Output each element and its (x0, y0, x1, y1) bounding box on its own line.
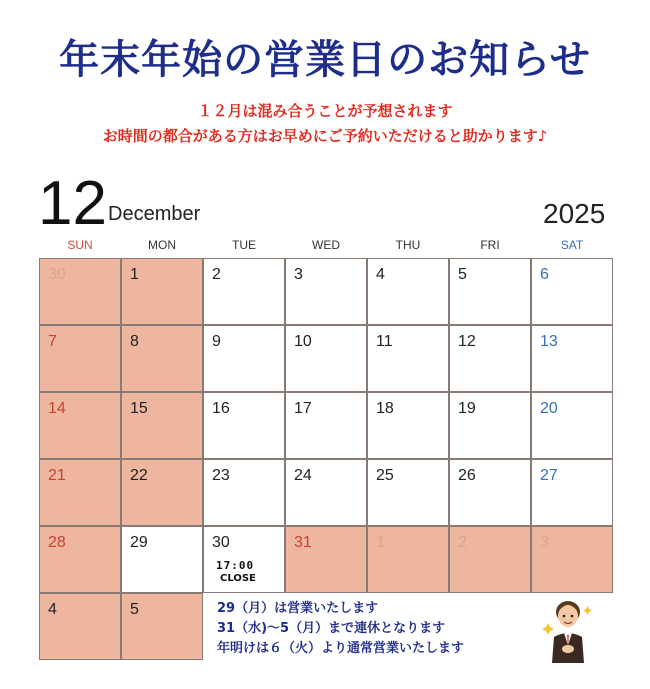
day-number: 6 (540, 266, 549, 283)
day-number: 23 (212, 467, 230, 484)
day-number: 18 (376, 400, 394, 417)
day-cell (367, 459, 449, 526)
weekday-sat: SAT (560, 238, 584, 252)
subtitle-line-1: １２月は混み合うことが予想されます (197, 102, 453, 120)
weekday-mon: MON (148, 238, 176, 252)
day-cell (367, 526, 449, 593)
day-number: 5 (458, 266, 467, 283)
day-number: 25 (376, 467, 394, 484)
day-cell (531, 325, 613, 392)
day-cell (203, 325, 285, 392)
holiday-notes (217, 599, 537, 659)
day-cell (285, 392, 367, 459)
day-number: 20 (540, 400, 558, 417)
day-number: 30 (48, 266, 66, 283)
day-number: 31 (294, 534, 312, 551)
day-number: 17 (294, 400, 312, 417)
day-cell (203, 459, 285, 526)
close-label: CLOSE (220, 573, 256, 584)
day-number: 14 (48, 400, 66, 417)
day-cell (285, 258, 367, 325)
weekday-sun: SUN (67, 238, 93, 252)
day-number: 2 (458, 534, 467, 551)
day-number: 22 (130, 467, 148, 484)
day-cell (449, 526, 531, 593)
weekday-thu: THU (395, 238, 421, 252)
day-cell (121, 325, 203, 392)
day-cell (39, 593, 121, 660)
day-cell (531, 526, 613, 593)
day-cell (285, 325, 367, 392)
day-number: 3 (540, 534, 549, 551)
day-number: 11 (376, 333, 393, 350)
day-cell (449, 459, 531, 526)
month-number: 12 (38, 169, 107, 238)
day-number: 29 (130, 534, 148, 551)
weekday-fri: FRI (480, 238, 500, 252)
day-number: 28 (48, 534, 66, 551)
day-number: 10 (294, 333, 312, 350)
day-number: 5 (130, 601, 139, 618)
day-cell (203, 392, 285, 459)
day-cell (121, 593, 203, 660)
day-cell (39, 258, 121, 325)
day-number: 4 (48, 601, 57, 618)
day-number: 30 (212, 534, 230, 551)
day-cell (367, 258, 449, 325)
day-number: 7 (48, 333, 57, 350)
day-number: 2 (212, 266, 221, 283)
day-number: 26 (458, 467, 476, 484)
day-number: 27 (540, 467, 558, 484)
close-time: 17:00 (216, 559, 255, 572)
day-number: 15 (130, 400, 148, 417)
day-number: 8 (130, 333, 139, 350)
day-cell (39, 526, 121, 593)
day-cell (121, 392, 203, 459)
day-cell (121, 258, 203, 325)
day-cell (203, 526, 285, 593)
day-cell (39, 459, 121, 526)
day-number: 9 (212, 333, 221, 350)
day-number: 1 (376, 534, 385, 551)
day-number: 3 (294, 266, 303, 283)
day-cell (39, 325, 121, 392)
page-title: 年末年始の営業日のお知らせ (59, 37, 591, 83)
day-number: 19 (458, 400, 476, 417)
day-cell (531, 392, 613, 459)
day-cell (285, 526, 367, 593)
day-number: 13 (540, 333, 558, 350)
day-cell (531, 459, 613, 526)
day-cell (367, 392, 449, 459)
day-number: 4 (376, 266, 385, 283)
day-cell (449, 392, 531, 459)
day-cell (203, 258, 285, 325)
day-number: 12 (458, 333, 476, 350)
note-line: 29（月）は営業いたします (217, 601, 379, 616)
subtitle-line-2: お時間の都合がある方はお早めにご予約いただけると助かります♪ (102, 127, 548, 145)
day-number: 24 (294, 467, 312, 484)
day-cell (121, 459, 203, 526)
day-cell (531, 258, 613, 325)
day-cell (121, 526, 203, 593)
weekday-wed: WED (312, 238, 340, 252)
day-number: 16 (212, 400, 230, 417)
day-number: 1 (130, 266, 139, 283)
calendar-grid (39, 258, 612, 658)
month-name: December (108, 203, 201, 225)
note-line: 年明けは６（火）より通常営業いたします (217, 641, 465, 656)
year: 2025 (543, 198, 606, 229)
weekday-tue: TUE (232, 238, 256, 252)
day-cell (39, 392, 121, 459)
day-cell (449, 325, 531, 392)
mascot-illustration (540, 597, 594, 665)
day-cell (367, 325, 449, 392)
note-line: 31（水)〜5（月）まで連休となります (217, 621, 446, 636)
day-number: 21 (48, 467, 66, 484)
day-cell (285, 459, 367, 526)
day-cell (449, 258, 531, 325)
